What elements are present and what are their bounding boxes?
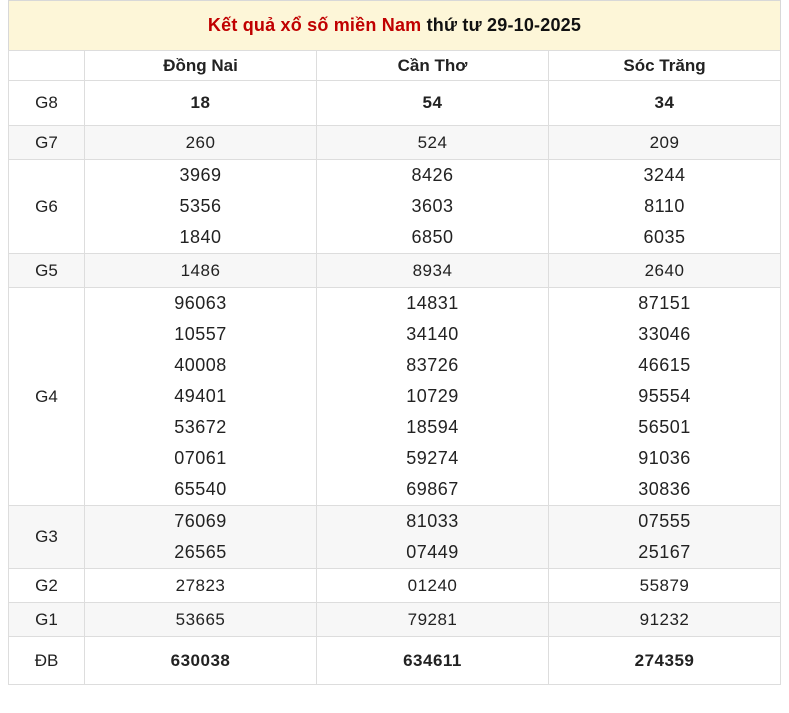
result-value: 34140 bbox=[406, 324, 459, 344]
result-cell: 8934 bbox=[317, 254, 549, 288]
prize-label: G3 bbox=[9, 506, 85, 569]
header-prize-column bbox=[9, 51, 85, 81]
result-value: 26565 bbox=[174, 542, 227, 562]
result-cell: 91232 bbox=[549, 603, 781, 637]
result-value: 07061 bbox=[174, 448, 227, 468]
result-value: 49401 bbox=[174, 386, 227, 406]
header-province-1: Cần Thơ bbox=[317, 51, 549, 81]
result-list bbox=[85, 288, 316, 505]
result-cell: 634611 bbox=[317, 637, 549, 685]
result-value: 40008 bbox=[174, 355, 227, 375]
prize-label: ĐB bbox=[9, 637, 85, 685]
table-row bbox=[9, 506, 781, 569]
result-value: 6035 bbox=[643, 227, 686, 247]
prize-label: G8 bbox=[9, 81, 85, 126]
result-value: 96063 bbox=[174, 293, 227, 313]
result-value: 59274 bbox=[406, 448, 459, 468]
result-value: 95554 bbox=[638, 386, 691, 406]
result-list bbox=[317, 506, 548, 568]
result-cell: 260 bbox=[85, 126, 317, 160]
page-title-main: Kết quả xổ số miền Nam bbox=[207, 15, 422, 35]
results-table bbox=[8, 50, 781, 685]
result-value: 56501 bbox=[638, 417, 691, 437]
result-cell: 54 bbox=[317, 81, 549, 126]
result-value: 18594 bbox=[406, 417, 459, 437]
result-value: 07449 bbox=[406, 542, 459, 562]
table-body bbox=[9, 81, 781, 685]
page-title-date: thứ tư 29-10-2025 bbox=[426, 15, 582, 35]
result-value: 76069 bbox=[174, 511, 227, 531]
result-cell bbox=[549, 288, 781, 506]
table-row bbox=[9, 603, 781, 637]
result-value: 87151 bbox=[638, 293, 691, 313]
result-value: 65540 bbox=[174, 479, 227, 499]
result-value: 3244 bbox=[643, 165, 686, 185]
table-row bbox=[9, 160, 781, 254]
result-cell bbox=[85, 506, 317, 569]
result-value: 8110 bbox=[644, 196, 685, 216]
result-value: 83726 bbox=[406, 355, 459, 375]
result-cell bbox=[317, 506, 549, 569]
prize-label: G6 bbox=[9, 160, 85, 254]
table-header-row bbox=[9, 51, 781, 81]
result-value: 33046 bbox=[638, 324, 691, 344]
result-value: 5356 bbox=[179, 196, 222, 216]
table-row bbox=[9, 569, 781, 603]
header-province-2: Sóc Trăng bbox=[549, 51, 781, 81]
prize-label: G7 bbox=[9, 126, 85, 160]
result-value: 69867 bbox=[406, 479, 459, 499]
table-row bbox=[9, 637, 781, 685]
result-cell: 1486 bbox=[85, 254, 317, 288]
result-list bbox=[549, 160, 780, 253]
result-cell: 209 bbox=[549, 126, 781, 160]
table-header bbox=[9, 51, 781, 81]
result-cell: 274359 bbox=[549, 637, 781, 685]
result-value: 53672 bbox=[174, 417, 227, 437]
result-cell: 18 bbox=[85, 81, 317, 126]
result-value: 8426 bbox=[411, 165, 454, 185]
result-list bbox=[85, 160, 316, 253]
result-value: 1840 bbox=[179, 227, 222, 247]
result-value: 14831 bbox=[406, 293, 459, 313]
prize-label: G1 bbox=[9, 603, 85, 637]
result-cell: 34 bbox=[549, 81, 781, 126]
result-cell: 53665 bbox=[85, 603, 317, 637]
table-row bbox=[9, 288, 781, 506]
result-cell: 55879 bbox=[549, 569, 781, 603]
result-cell: 630038 bbox=[85, 637, 317, 685]
result-value: 3603 bbox=[411, 196, 454, 216]
result-list bbox=[317, 288, 548, 505]
result-cell: 79281 bbox=[317, 603, 549, 637]
result-cell bbox=[317, 288, 549, 506]
result-cell: 01240 bbox=[317, 569, 549, 603]
prize-label: G2 bbox=[9, 569, 85, 603]
result-list bbox=[85, 506, 316, 568]
result-cell bbox=[549, 160, 781, 254]
result-list bbox=[317, 160, 548, 253]
result-value: 07555 bbox=[638, 511, 691, 531]
prize-label: G5 bbox=[9, 254, 85, 288]
table-row bbox=[9, 126, 781, 160]
table-row bbox=[9, 254, 781, 288]
result-cell bbox=[85, 288, 317, 506]
result-cell: 2640 bbox=[549, 254, 781, 288]
result-value: 30836 bbox=[638, 479, 691, 499]
header-province-0: Đồng Nai bbox=[85, 51, 317, 81]
result-value: 3969 bbox=[179, 165, 222, 185]
result-cell: 524 bbox=[317, 126, 549, 160]
result-value: 46615 bbox=[638, 355, 691, 375]
page-title bbox=[208, 15, 581, 36]
result-cell bbox=[85, 160, 317, 254]
result-cell bbox=[549, 506, 781, 569]
result-value: 10557 bbox=[174, 324, 227, 344]
result-value: 25167 bbox=[638, 542, 691, 562]
prize-label: G4 bbox=[9, 288, 85, 506]
result-list bbox=[549, 288, 780, 505]
page-title-bar bbox=[8, 0, 781, 50]
result-list bbox=[549, 506, 780, 568]
result-value: 10729 bbox=[406, 386, 459, 406]
result-value: 81033 bbox=[406, 511, 459, 531]
table-row bbox=[9, 81, 781, 126]
result-cell: 27823 bbox=[85, 569, 317, 603]
result-value: 6850 bbox=[411, 227, 454, 247]
result-cell bbox=[317, 160, 549, 254]
result-value: 91036 bbox=[638, 448, 691, 468]
